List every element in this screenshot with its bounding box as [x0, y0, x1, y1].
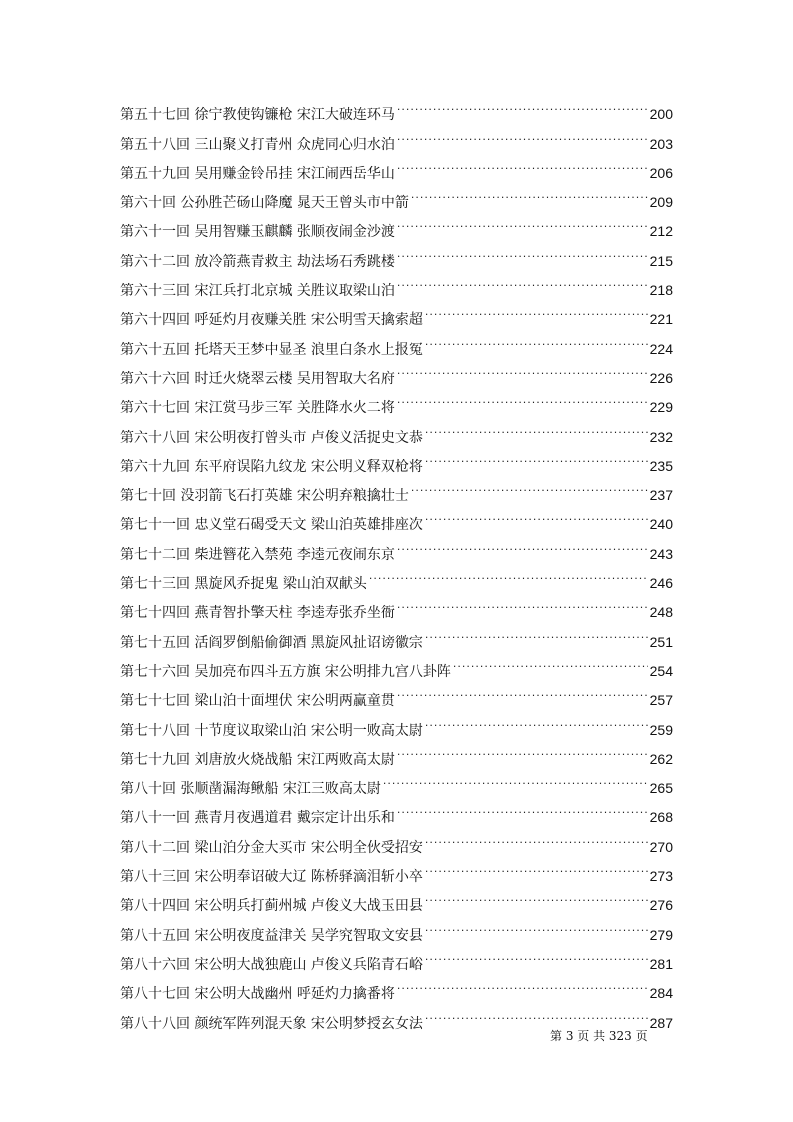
dot-leader — [425, 852, 648, 881]
dot-leader — [425, 822, 648, 851]
toc-entry-page-number: 268 — [649, 809, 673, 826]
dot-leader — [397, 529, 648, 558]
toc-entry-title: 第六十一回 吴用智赚玉麒麟 张顺夜闹金沙渡 — [120, 224, 395, 241]
toc-entry-page-number: 270 — [649, 838, 673, 855]
dot-leader — [425, 324, 648, 353]
toc-entry-page-number: 229 — [649, 399, 673, 416]
toc-entry-page-number: 203 — [649, 135, 673, 152]
toc-entry-title: 第五十九回 吴用赚金铃吊挂 宋江闹西岳华山 — [120, 165, 395, 182]
dot-leader — [397, 119, 648, 148]
toc-entry-title: 第八十三回 宋公明奉诏破大辽 陈桥驿滴泪斩小卒 — [120, 869, 423, 886]
toc-entry-page-number: 281 — [649, 955, 673, 972]
dot-leader — [397, 793, 648, 822]
toc-entry-title: 第六十六回 时迁火烧翠云楼 吴用智取大名府 — [120, 370, 395, 387]
toc-entry-title: 第七十六回 吴加亮布四斗五方旗 宋公明排九宫八卦阵 — [120, 663, 451, 680]
toc-entry-page-number: 276 — [649, 897, 673, 914]
toc-entry-page-number: 209 — [649, 194, 673, 211]
toc-entry-title: 第六十四回 呼延灼月夜赚关胜 宋公明雪天擒索超 — [120, 312, 423, 329]
toc-entry-page-number: 224 — [649, 340, 673, 357]
toc-entry-title: 第五十八回 三山聚义打青州 众虎同心归水泊 — [120, 136, 395, 153]
dot-leader — [425, 500, 648, 529]
dot-leader — [425, 705, 648, 734]
toc-entry-page-number: 218 — [649, 282, 673, 299]
toc-entry-page-number: 240 — [649, 516, 673, 533]
toc-entry-title: 第六十五回 托塔天王梦中显圣 浪里白条水上报冤 — [120, 341, 423, 358]
toc-entry-title: 第六十三回 宋江兵打北京城 关胜议取梁山泊 — [120, 283, 395, 300]
dot-leader — [397, 676, 648, 705]
toc-entry-page-number: 273 — [649, 868, 673, 885]
page-footer: 第 3 页 共 323 页 — [550, 1029, 648, 1043]
toc-entry-title: 第七十二回 柴进簪花入禁苑 李逵元夜闹东京 — [120, 546, 395, 563]
toc-entry-page-number: 226 — [649, 369, 673, 386]
toc-entry-page-number: 254 — [649, 662, 673, 679]
toc-entry-page-number: 287 — [649, 1014, 673, 1031]
dot-leader — [397, 236, 648, 265]
dot-leader — [397, 90, 648, 119]
toc-entry-title: 第八十八回 颜统军阵列混天象 宋公明梦授玄女法 — [120, 1015, 423, 1032]
toc-entry-title: 第七十五回 活阎罗倒船偷御酒 黑旋风扯诏谤徽宗 — [120, 634, 423, 651]
toc-entry-title: 第八十一回 燕青月夜遇道君 戴宗定计出乐和 — [120, 810, 395, 827]
dot-leader — [369, 559, 648, 588]
dot-leader — [397, 969, 648, 998]
table-of-contents — [120, 90, 673, 1032]
dot-leader — [397, 207, 648, 236]
toc-entry-page-number: 235 — [649, 457, 673, 474]
toc-entry-page-number: 232 — [649, 428, 673, 445]
dot-leader — [397, 149, 648, 178]
dot-leader — [397, 266, 648, 295]
toc-entry-page-number: 215 — [649, 252, 673, 269]
dot-leader — [397, 354, 648, 383]
toc-entry-title: 第七十八回 十节度议取梁山泊 宋公明一败高太尉 — [120, 722, 423, 739]
dot-leader — [425, 442, 648, 471]
toc-entry-page-number: 221 — [649, 311, 673, 328]
dot-leader — [425, 295, 648, 324]
dot-leader — [411, 471, 648, 500]
dot-leader — [425, 617, 648, 646]
dot-leader — [383, 764, 648, 793]
toc-entry-title: 第七十四回 燕青智扑擎天柱 李逵寿张乔坐衙 — [120, 605, 395, 622]
toc-entry-title: 第六十八回 宋公明夜打曾头市 卢俊义活捉史文恭 — [120, 429, 423, 446]
toc-entry-title: 第七十七回 梁山泊十面埋伏 宋公明两赢童贯 — [120, 693, 395, 710]
toc-entry-page-number: 248 — [649, 604, 673, 621]
toc-entry-page-number: 262 — [649, 750, 673, 767]
toc-entry-page-number: 279 — [649, 926, 673, 943]
toc-entry-title: 第八十四回 宋公明兵打蓟州城 卢俊义大战玉田县 — [120, 898, 423, 915]
dot-leader — [425, 881, 648, 910]
toc-entry-title: 第六十回 公孙胜芒砀山降魔 晁天王曾头市中箭 — [120, 195, 409, 212]
toc-entry-title: 第八十回 张顺凿漏海鳅船 宋江三败高太尉 — [120, 781, 381, 798]
toc-entry-title: 第六十七回 宋江赏马步三军 关胜降水火二将 — [120, 400, 395, 417]
dot-leader — [397, 588, 648, 617]
toc-entry-page-number: 237 — [649, 487, 673, 504]
toc-entry-page-number: 251 — [649, 633, 673, 650]
toc-entry-title: 第七十回 没羽箭飞石打英雄 宋公明弃粮擒壮士 — [120, 488, 409, 505]
toc-entry-title: 第八十七回 宋公明大战幽州 呼延灼力擒番将 — [120, 986, 395, 1003]
toc-entry-title: 第八十五回 宋公明夜度益津关 吴学究智取文安县 — [120, 927, 423, 944]
toc-entry-title: 第八十二回 梁山泊分金大买市 宋公明全伙受招安 — [120, 839, 423, 856]
toc-entry-page-number: 200 — [649, 106, 673, 123]
toc-entry[interactable] — [120, 90, 673, 124]
toc-entry-title: 第七十一回 忠义堂石碣受天文 梁山泊英雄排座次 — [120, 517, 423, 534]
toc-entry-page-number: 246 — [649, 575, 673, 592]
toc-entry-page-number: 243 — [649, 545, 673, 562]
toc-entry-page-number: 284 — [649, 985, 673, 1002]
dot-leader — [425, 940, 648, 969]
toc-entry-title: 第七十九回 刘唐放火烧战船 宋江两败高太尉 — [120, 751, 395, 768]
dot-leader — [397, 383, 648, 412]
toc-entry-title: 第六十九回 东平府误陷九纹龙 宋公明义释双枪将 — [120, 458, 423, 475]
toc-entry-page-number: 206 — [649, 164, 673, 181]
toc-entry-title: 第五十七回 徐宁教使钩镰枪 宋江大破连环马 — [120, 107, 395, 124]
toc-entry-page-number: 265 — [649, 780, 673, 797]
toc-entry-page-number: 212 — [649, 223, 673, 240]
dot-leader — [425, 910, 648, 939]
toc-entry-page-number: 257 — [649, 692, 673, 709]
dot-leader — [397, 735, 648, 764]
dot-leader — [453, 647, 648, 676]
dot-leader — [425, 998, 648, 1027]
toc-entry-title: 第六十二回 放冷箭燕青救主 劫法场石秀跳楼 — [120, 253, 395, 270]
toc-entry-title: 第八十六回 宋公明大战独鹿山 卢俊义兵陷青石峪 — [120, 956, 423, 973]
toc-entry-title: 第七十三回 黑旋风乔捉鬼 梁山泊双献头 — [120, 576, 367, 593]
dot-leader — [425, 412, 648, 441]
dot-leader — [411, 178, 648, 207]
toc-entry-page-number: 259 — [649, 721, 673, 738]
